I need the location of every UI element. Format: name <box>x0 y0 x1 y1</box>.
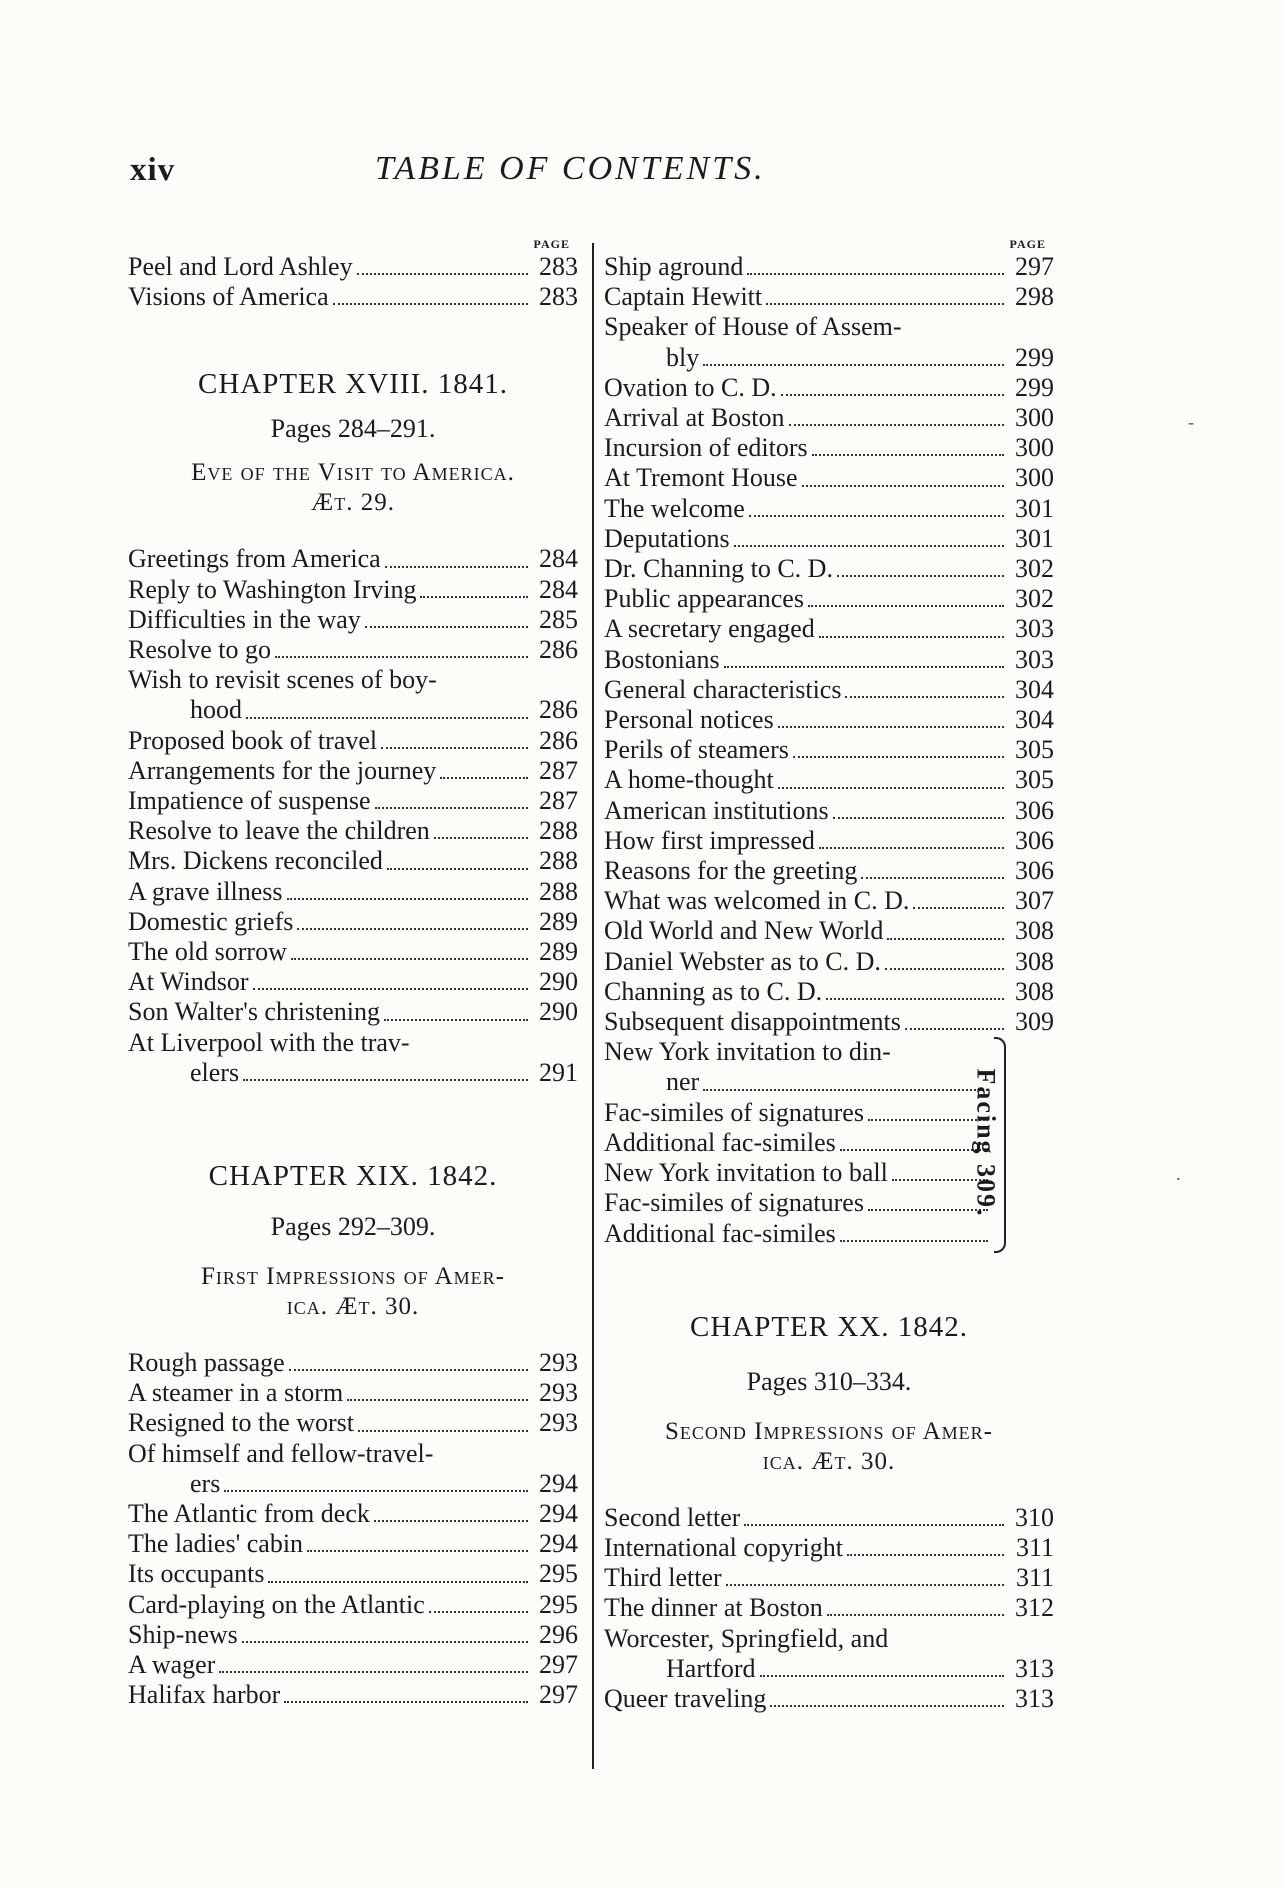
toc-entry[interactable] <box>128 786 578 816</box>
dot-leader <box>268 1581 528 1583</box>
dot-leader <box>819 636 1004 638</box>
entry-page: 294 <box>539 1499 578 1529</box>
toc-entry[interactable] <box>604 1624 1054 1654</box>
column-rule <box>592 243 594 1769</box>
dot-leader <box>242 1641 528 1643</box>
entry-page: 293 <box>539 1408 578 1438</box>
entry-title: Ship aground <box>604 252 744 281</box>
entry-page: 299 <box>1015 342 1054 372</box>
dot-leader <box>778 726 1004 728</box>
entry-page: 306 <box>1015 856 1054 886</box>
toc-entry[interactable] <box>604 916 1054 946</box>
toc-list <box>604 1037 992 1248</box>
dot-leader <box>703 1089 988 1091</box>
dot-leader <box>778 787 1004 789</box>
dot-leader <box>333 303 528 305</box>
chapter-pages: Pages 292–309. <box>270 1212 436 1242</box>
dot-leader <box>347 1399 528 1401</box>
toc-entry[interactable] <box>128 1439 578 1469</box>
dot-leader <box>845 696 1004 698</box>
dot-leader <box>913 907 1004 909</box>
dot-leader <box>840 1149 988 1151</box>
entry-title: A home-thought <box>604 765 774 795</box>
entry-title: American institutions <box>604 795 829 825</box>
entry-page: 288 <box>539 846 578 876</box>
toc-entry[interactable] <box>128 1469 578 1499</box>
entry-page: 312 <box>1015 1593 1054 1623</box>
chapter-age: ica. Æt. 30. <box>286 1293 420 1321</box>
dot-leader <box>291 958 528 960</box>
dot-leader <box>734 545 1004 547</box>
toc-entry[interactable] <box>604 1533 1054 1563</box>
toc-entry[interactable] <box>128 635 578 665</box>
dot-leader <box>726 1584 1004 1586</box>
chapter-age: ica. Æt. 30. <box>762 1447 896 1475</box>
entry-title: Difficulties in the way <box>128 604 361 634</box>
entry-page: 313 <box>1015 1683 1054 1713</box>
entry-title: Visions of America <box>128 282 329 312</box>
entry-page: 296 <box>539 1619 578 1649</box>
dot-leader <box>885 968 1004 970</box>
dot-leader <box>429 1611 528 1613</box>
dot-leader <box>219 1671 528 1673</box>
chapter-subject: First Impressions of Amer- <box>200 1263 506 1291</box>
entry-title: Subsequent disappointments <box>604 1007 901 1037</box>
entry-title: Daniel Webster as to C. D. <box>604 946 881 976</box>
entry-title: At Tremont House <box>604 463 798 493</box>
page-title: TABLE OF CONTENTS. <box>375 150 766 187</box>
entry-page: 288 <box>539 816 578 846</box>
dot-leader <box>420 596 528 598</box>
toc-entry[interactable] <box>604 1128 992 1158</box>
entry-page: 304 <box>1015 705 1054 735</box>
toc-entry[interactable] <box>604 1684 1054 1714</box>
entry-title: Of himself and fellow-travel- <box>128 1438 434 1468</box>
dot-leader <box>275 656 528 658</box>
entry-title: Personal notices <box>604 705 774 735</box>
toc-entry[interactable] <box>604 403 1054 433</box>
entry-title: Peel and Lord Ashley <box>128 252 353 281</box>
entry-title: New York invitation to din- <box>604 1037 891 1067</box>
toc-entry[interactable] <box>128 846 578 876</box>
entry-title: How first impressed <box>604 825 815 855</box>
dot-leader <box>703 364 1004 366</box>
dot-leader <box>802 485 1004 487</box>
entry-page: 310 <box>1015 1502 1054 1532</box>
entry-page: 295 <box>539 1589 578 1619</box>
dot-leader <box>744 1524 1004 1526</box>
toc-entry[interactable] <box>128 1650 578 1680</box>
toc-entry[interactable] <box>128 967 578 997</box>
entry-title: At Liverpool with the trav- <box>128 1027 410 1057</box>
toc-entry[interactable] <box>604 1007 1054 1037</box>
entry-title: Its occupants <box>128 1559 265 1589</box>
chapter-age: Æt. 29. <box>311 489 395 517</box>
entry-page: 308 <box>1015 916 1054 946</box>
toc-list <box>128 544 578 1088</box>
dot-leader <box>826 998 1004 1000</box>
toc-entry[interactable] <box>604 373 1054 403</box>
toc-entry[interactable] <box>128 1680 578 1710</box>
entry-title: Old World and New World <box>604 916 884 946</box>
page-column-label: PAGE <box>533 237 570 251</box>
entry-title: Channing as to C. D. <box>604 976 823 1006</box>
entry-page: 306 <box>1015 825 1054 855</box>
dot-leader <box>224 1490 528 1492</box>
dot-leader <box>789 424 1004 426</box>
entry-title: hood <box>190 695 242 725</box>
entry-page: 297 <box>1015 252 1054 281</box>
entry-title: Ship-news <box>128 1619 238 1649</box>
entry-title: A grave illness <box>128 876 283 906</box>
entry-title: Son Walter's christening <box>128 997 380 1027</box>
entry-title: Additional fac-similes <box>604 1218 836 1248</box>
toc-entry[interactable] <box>128 997 578 1027</box>
entry-page: 301 <box>1015 493 1054 523</box>
toc-entry[interactable] <box>604 252 1054 282</box>
entry-title: General characteristics <box>604 674 842 704</box>
dot-leader <box>827 1614 1004 1616</box>
toc-entry[interactable] <box>604 1188 992 1218</box>
toc-entry[interactable] <box>128 605 578 635</box>
toc-entry[interactable] <box>128 252 578 282</box>
toc-entry[interactable] <box>128 1028 578 1058</box>
toc-entry[interactable] <box>128 575 578 605</box>
entry-page: 300 <box>1015 463 1054 493</box>
dot-leader <box>766 303 1004 305</box>
entry-title: Dr. Channing to C. D. <box>604 554 833 584</box>
entry-page: 283 <box>539 282 578 312</box>
toc-entry[interactable] <box>128 1408 578 1438</box>
entry-page: 306 <box>1015 795 1054 825</box>
facing-plates-group <box>604 1037 1001 1248</box>
chapter-heading: CHAPTER XVIII. 1841. <box>198 368 508 401</box>
chapter-heading: CHAPTER XX. 1842. <box>689 1310 968 1343</box>
toc-entry[interactable] <box>604 796 1054 826</box>
entry-title: Rough passage <box>128 1348 285 1378</box>
toc-entry[interactable] <box>128 907 578 937</box>
toc-list <box>128 252 578 312</box>
toc-entry[interactable] <box>604 1563 1054 1593</box>
dot-leader <box>243 1079 528 1081</box>
entry-title: ner <box>666 1067 700 1097</box>
toc-entry[interactable] <box>604 735 1054 765</box>
toc-entry[interactable] <box>128 937 578 967</box>
dot-leader <box>847 1554 1004 1556</box>
entry-page: 287 <box>539 786 578 816</box>
dot-leader <box>440 777 528 779</box>
dot-leader <box>793 756 1004 758</box>
toc-entry[interactable] <box>128 1378 578 1408</box>
toc-entry[interactable] <box>604 675 1054 705</box>
entry-title: Fac-similes of signatures <box>604 1097 864 1127</box>
toc-entry[interactable] <box>604 312 1054 342</box>
toc-entry[interactable] <box>128 756 578 786</box>
entry-title: A wager <box>128 1650 216 1680</box>
toc-entry[interactable] <box>604 584 1054 614</box>
entry-page: 286 <box>539 725 578 755</box>
dot-leader <box>812 454 1004 456</box>
entry-title: Halifax harbor <box>128 1680 281 1710</box>
entry-page: 289 <box>539 906 578 936</box>
entry-page: 305 <box>1015 735 1054 765</box>
entry-title: International copyright <box>604 1532 843 1562</box>
toc-entry[interactable] <box>604 826 1054 856</box>
dot-leader <box>781 394 1004 396</box>
dot-leader <box>358 1430 528 1432</box>
entry-page: 283 <box>539 252 578 281</box>
toc-entry[interactable] <box>604 977 1054 1007</box>
entry-title: Captain Hewitt <box>604 282 763 312</box>
dot-leader <box>760 1675 1004 1677</box>
toc-entry[interactable] <box>604 765 1054 795</box>
entry-page: 298 <box>1015 282 1054 312</box>
entry-title: Resolve to leave the children <box>128 816 430 846</box>
entry-page: 301 <box>1015 523 1054 553</box>
entry-page: 293 <box>539 1348 578 1378</box>
dot-leader <box>374 1520 528 1522</box>
entry-page: 287 <box>539 755 578 785</box>
entry-page: 308 <box>1015 946 1054 976</box>
toc-entry[interactable] <box>604 1219 992 1249</box>
entry-page: 299 <box>1015 372 1054 402</box>
toc-entry[interactable] <box>604 433 1054 463</box>
dot-leader <box>253 988 528 990</box>
toc-entry[interactable] <box>604 1098 992 1128</box>
entry-title: Arrival at Boston <box>604 403 785 433</box>
dot-leader <box>387 868 528 870</box>
chapter-subject: Eve of the Visit to America. <box>191 459 515 487</box>
entry-title: Fac-similes of signatures <box>604 1188 864 1218</box>
dot-leader <box>861 877 1004 879</box>
entry-page: 284 <box>539 574 578 604</box>
entry-title: Proposed book of travel <box>128 725 378 755</box>
entry-page: 297 <box>539 1680 578 1710</box>
entry-title: The ladies' cabin <box>128 1529 304 1559</box>
dot-leader <box>289 1369 528 1371</box>
toc-entry[interactable] <box>128 1590 578 1620</box>
dot-leader <box>384 1019 528 1021</box>
entry-title: Reasons for the greeting <box>604 856 858 886</box>
entry-page: 307 <box>1015 886 1054 916</box>
toc-entry[interactable] <box>604 1037 992 1067</box>
toc-entry[interactable] <box>128 544 578 574</box>
entry-title: Hartford <box>666 1653 756 1683</box>
entry-title: Card-playing on the Atlantic <box>128 1589 425 1619</box>
dot-leader <box>297 928 528 930</box>
toc-entry[interactable] <box>604 705 1054 735</box>
entry-title: Incursion of editors <box>604 433 808 463</box>
entry-page: 305 <box>1015 765 1054 795</box>
entry-title: Queer traveling <box>604 1683 767 1713</box>
toc-entry[interactable] <box>604 1593 1054 1623</box>
entry-title: Worcester, Springfield, and <box>604 1623 889 1653</box>
page-column-label: PAGE <box>1009 237 1046 251</box>
entry-page: 304 <box>1015 674 1054 704</box>
entry-page: 300 <box>1015 403 1054 433</box>
dot-leader <box>887 938 1004 940</box>
entry-title: Public appearances <box>604 584 804 614</box>
entry-page: 288 <box>539 876 578 906</box>
toc-entry[interactable] <box>128 665 578 695</box>
entry-page: 285 <box>539 604 578 634</box>
entry-page: 308 <box>1015 976 1054 1006</box>
toc-entry[interactable] <box>128 1529 578 1559</box>
toc-entry[interactable] <box>604 463 1054 493</box>
toc-entry[interactable] <box>128 1348 578 1378</box>
entry-page: 286 <box>539 695 578 725</box>
entry-page: 313 <box>1015 1653 1054 1683</box>
entry-page: 311 <box>1015 1532 1054 1562</box>
toc-entry[interactable] <box>128 816 578 846</box>
entry-title: Second letter <box>604 1502 741 1532</box>
entry-title: The dinner at Boston <box>604 1593 823 1623</box>
entry-title: Resigned to the worst <box>128 1408 355 1438</box>
toc-entry[interactable] <box>604 1158 992 1188</box>
entry-title: Arrangements for the journey <box>128 755 437 785</box>
dot-leader <box>819 847 1004 849</box>
entry-title: Greetings from America <box>128 544 381 574</box>
entry-title: Resolve to go <box>128 635 271 665</box>
dot-leader <box>246 717 528 719</box>
toc-entry[interactable] <box>604 645 1054 675</box>
entry-page: 290 <box>539 967 578 997</box>
entry-page: 294 <box>539 1529 578 1559</box>
entry-title: New York invitation to ball <box>604 1158 888 1188</box>
dot-leader <box>385 566 528 568</box>
entry-page: 297 <box>539 1650 578 1680</box>
dot-leader <box>287 898 528 900</box>
entry-title: Mrs. Dickens reconciled <box>128 846 383 876</box>
dot-leader <box>840 1240 988 1242</box>
dot-leader <box>357 273 528 275</box>
entry-title: Third letter <box>604 1563 722 1593</box>
toc-entry[interactable] <box>604 494 1054 524</box>
dot-leader <box>724 666 1004 668</box>
toc-entry[interactable] <box>128 1058 578 1088</box>
chapter-pages: Pages 284–291. <box>270 414 436 444</box>
toc-entry[interactable] <box>128 1620 578 1650</box>
chapter-heading: CHAPTER XIX. 1842. <box>208 1160 498 1193</box>
entry-title: Impatience of suspense <box>128 786 371 816</box>
toc-entry[interactable] <box>128 726 578 756</box>
toc-entry[interactable] <box>128 695 578 725</box>
entry-page: 302 <box>1015 584 1054 614</box>
entry-title: The Atlantic from deck <box>128 1499 370 1529</box>
entry-title: Deputations <box>604 523 730 553</box>
dot-leader <box>434 837 528 839</box>
entry-title: elers <box>190 1057 240 1087</box>
dot-leader <box>375 807 528 809</box>
entry-title: Additional fac-similes <box>604 1127 836 1157</box>
dot-leader <box>905 1028 1004 1030</box>
entry-title: At Windsor <box>128 967 249 997</box>
entry-page: 309 <box>1015 1007 1054 1037</box>
entry-page: 294 <box>539 1468 578 1498</box>
dot-leader <box>770 1705 1004 1707</box>
entry-title: Domestic griefs <box>128 906 294 936</box>
toc-entry[interactable] <box>604 1654 1054 1684</box>
entry-page: 300 <box>1015 433 1054 463</box>
entry-page: 286 <box>539 635 578 665</box>
entry-title: A secretary engaged <box>604 614 815 644</box>
stray-mark: . <box>1176 1164 1181 1184</box>
entry-title: bly <box>666 342 700 372</box>
entry-page: 291 <box>539 1057 578 1087</box>
toc-list <box>604 1503 1054 1714</box>
chapter-subject: Second Impressions of Amer- <box>664 1417 994 1445</box>
dot-leader <box>808 605 1004 607</box>
dot-leader <box>747 273 1004 275</box>
chapter-pages: Pages 310–334. <box>746 1366 912 1396</box>
dot-leader <box>749 515 1004 517</box>
toc-entry[interactable] <box>604 1503 1054 1533</box>
entry-title: What was welcomed in C. D. <box>604 886 910 916</box>
entry-title: Reply to Washington Irving <box>128 574 417 604</box>
entry-title: Wish to revisit scenes of boy- <box>128 665 437 695</box>
dot-leader <box>833 817 1004 819</box>
toc-entry[interactable] <box>604 524 1054 554</box>
entry-title: The old sorrow <box>128 937 287 967</box>
toc-entry[interactable] <box>128 1559 578 1589</box>
entry-title: Perils of steamers <box>604 735 789 765</box>
entry-page: 295 <box>539 1559 578 1589</box>
entry-page: 302 <box>1015 554 1054 584</box>
toc-entry[interactable] <box>128 1499 578 1529</box>
entry-title: Ovation to C. D. <box>604 372 777 402</box>
entry-page: 303 <box>1015 614 1054 644</box>
toc-entry[interactable] <box>128 282 578 312</box>
toc-entry[interactable] <box>604 343 1054 373</box>
entry-page: 284 <box>539 544 578 574</box>
entry-title: Speaker of House of Assem- <box>604 312 902 342</box>
page-number: xiv <box>130 152 176 188</box>
facing-label: Facing 309. <box>971 1068 1001 1218</box>
dot-leader <box>284 1701 528 1703</box>
entry-title: ers <box>190 1468 221 1498</box>
toc-entry[interactable] <box>604 947 1054 977</box>
entry-page: 311 <box>1015 1563 1054 1593</box>
toc-entry[interactable] <box>604 856 1054 886</box>
toc-list <box>604 252 1054 1037</box>
toc-list <box>128 1348 578 1710</box>
entry-title: Bostonians <box>604 644 720 674</box>
left-column <box>128 236 578 1711</box>
dot-leader <box>307 1550 528 1552</box>
toc-entry[interactable] <box>128 877 578 907</box>
right-column <box>604 236 1054 1714</box>
toc-entry[interactable] <box>604 554 1054 584</box>
dot-leader <box>365 626 528 628</box>
toc-entry[interactable] <box>604 886 1054 916</box>
dot-leader <box>381 747 528 749</box>
toc-entry[interactable] <box>604 1067 992 1097</box>
entry-page: 303 <box>1015 644 1054 674</box>
stray-mark: - <box>1188 412 1194 432</box>
entry-title: The welcome <box>604 493 745 523</box>
entry-title: A steamer in a storm <box>128 1378 344 1408</box>
toc-entry[interactable] <box>604 282 1054 312</box>
entry-page: 290 <box>539 997 578 1027</box>
entry-page: 293 <box>539 1378 578 1408</box>
dot-leader <box>837 575 1004 577</box>
entry-page: 289 <box>539 937 578 967</box>
toc-entry[interactable] <box>604 614 1054 644</box>
